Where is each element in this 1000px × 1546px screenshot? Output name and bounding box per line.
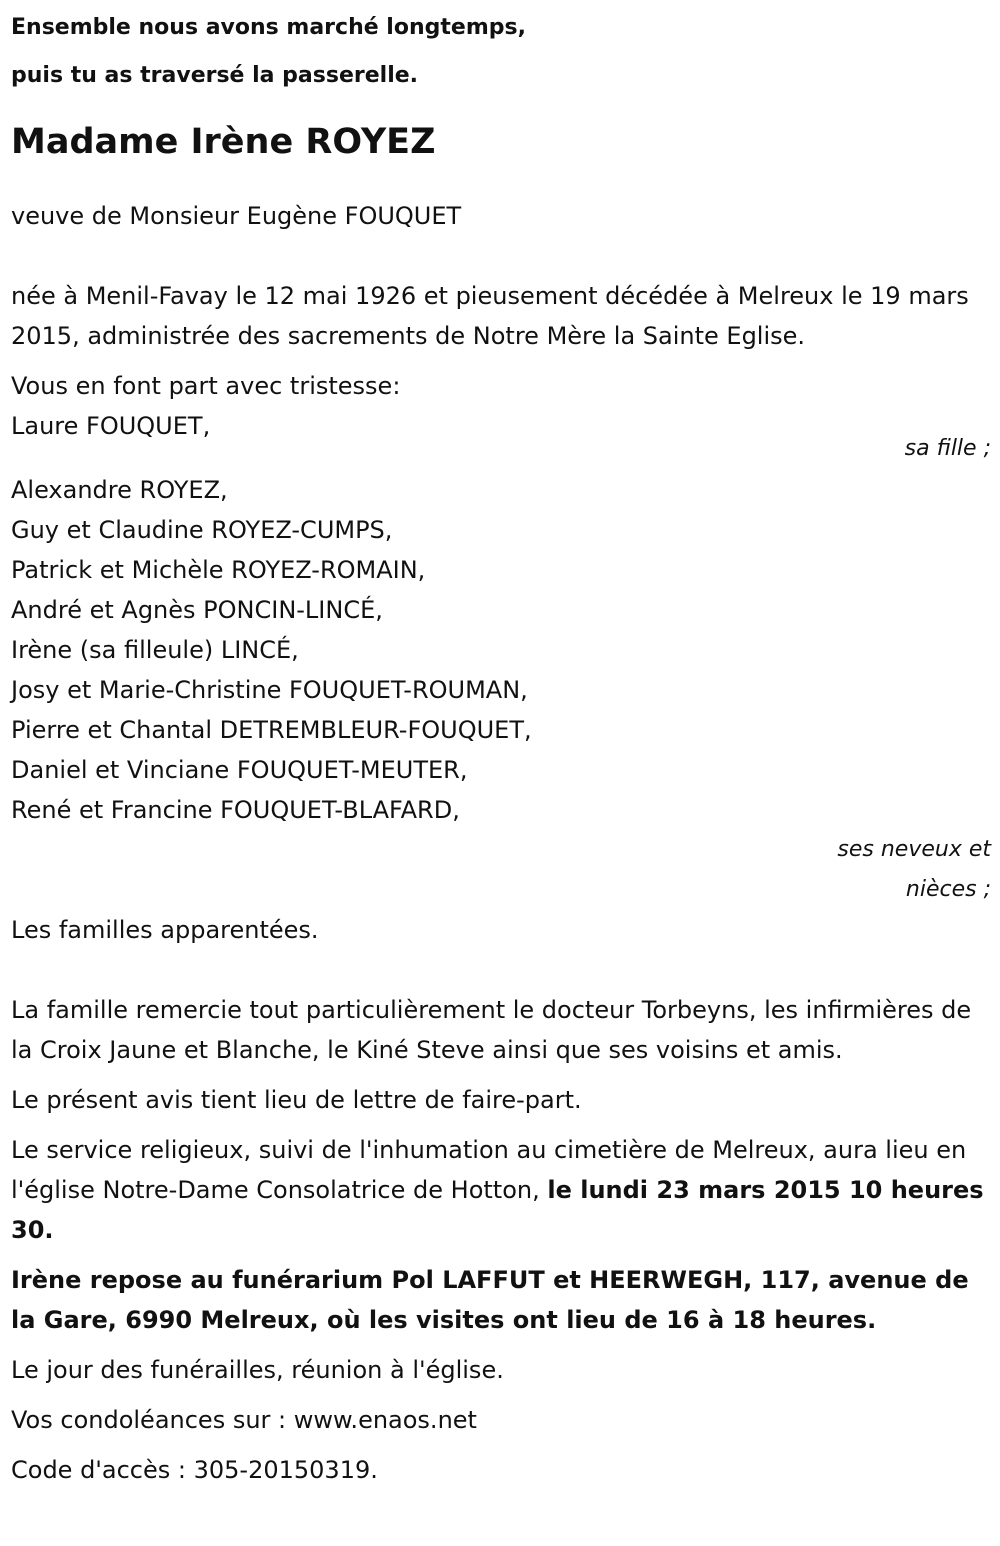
birth-death-statement: née à Menil-Favay le 12 mai 1926 et pieusement décédée à Melreux le 19 mars 2015, administrée des sacrements de Notre Mère la Sainte Eglise. [11,282,969,350]
list-item: Guy et Claudine ROYEZ-CUMPS, [11,516,393,544]
nephews-list [11,470,991,830]
service-date: le lundi 23 mars 2015 10 heures 30. [11,1176,984,1244]
condolences-link-text: Vos condoléances sur : www.enaos.net [11,1406,477,1434]
deceased-name: Madame Irène ROYEZ [11,122,436,162]
funerarium-paragraph: Irène repose au funérarium Pol LAFFUT et HEERWEGH, 117, avenue de la Gare, 6990 Melreux, où les visites ont lieu de 16 à 18 heures. [11,1266,969,1334]
related-families: Les familles apparentées. [11,916,319,944]
access-code: Code d'accès : 305-20150319. [11,1456,378,1484]
nephews-relation-line-1: ses neveux et [837,837,991,862]
thanks-paragraph: La famille remercie tout particulièrement le docteur Torbeyns, les infirmières de la Croix Jaune et Blanche, le Kiné Steve ainsi que ses voisins et amis. [11,996,972,1064]
widow-of: veuve de Monsieur Eugène FOUQUET [11,202,462,230]
daughter-relation: sa fille ; [904,436,991,461]
announce-intro: Vous en font part avec tristesse: [11,372,401,400]
epigraph-line-1: Ensemble nous avons marché longtemps, [11,15,526,40]
list-item: René et Francine FOUQUET-BLAFARD, [11,796,460,824]
service-paragraph [11,1130,991,1250]
nephews-relation-line-2: nièces ; [905,877,991,902]
list-item: André et Agnès PONCIN-LINCÉ, [11,596,383,624]
notice-statement: Le présent avis tient lieu de lettre de faire-part. [11,1086,582,1114]
list-item: Daniel et Vinciane FOUQUET-MEUTER, [11,756,468,784]
meeting-statement: Le jour des funérailles, réunion à l'église. [11,1356,504,1384]
obituary-notice [11,0,991,1490]
list-item: Josy et Marie-Christine FOUQUET-ROUMAN, [11,676,528,704]
list-item: Patrick et Michèle ROYEZ-ROMAIN, [11,556,426,584]
epigraph-line-2: puis tu as traversé la passerelle. [11,63,419,88]
list-item: Alexandre ROYEZ, [11,476,228,504]
service-text: Le service religieux, suivi de l'inhumation au cimetière de Melreux, aura lieu en l'église Notre-Dame Consolatrice de Hotton, [11,1136,967,1204]
daughter-name: Laure FOUQUET, [11,412,211,440]
list-item: Irène (sa filleule) LINCÉ, [11,636,299,664]
list-item: Pierre et Chantal DETREMBLEUR-FOUQUET, [11,716,532,744]
